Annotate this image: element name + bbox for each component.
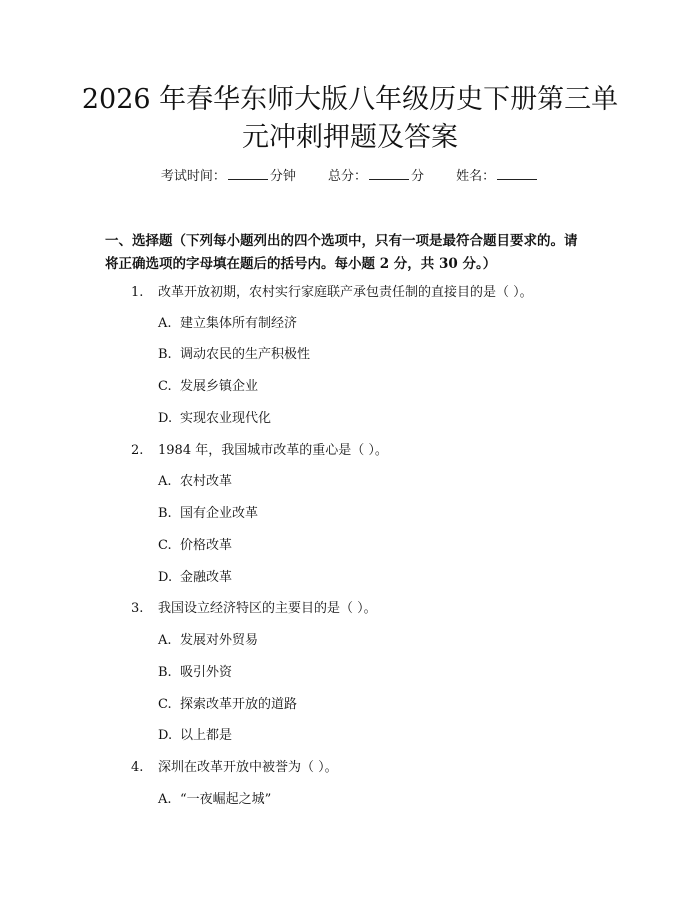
section-heading-line-1: 一、选择题（下列每小题列出的四个选项中，只有一项是最符合题目要求的。请	[105, 233, 578, 249]
option-letter: A.	[158, 792, 172, 807]
option-letter: B.	[158, 506, 172, 521]
question-3-option-c	[158, 695, 297, 715]
question-number: 4.	[131, 760, 144, 775]
question-4	[131, 758, 338, 778]
option-letter: B.	[158, 665, 172, 680]
option-letter: C.	[158, 538, 172, 553]
option-text: 国有企业改革	[180, 506, 259, 521]
option-text: 实现农业现代化	[180, 411, 272, 426]
total-score-unit: 分	[411, 169, 425, 184]
question-3-option-b	[158, 663, 232, 683]
option-text: 调动农民的生产积极性	[180, 347, 311, 362]
question-text: 1984 年，我国城市改革的重心是（ ）。	[158, 443, 388, 458]
option-letter: C.	[158, 379, 172, 394]
total-score-blank	[369, 167, 409, 180]
option-letter: A.	[158, 316, 172, 331]
exam-time-label: 考试时间：	[160, 169, 226, 184]
section-heading-line-2: 将正确选项的字母填在题后的括号内。每小题 2 分，共 30 分。）	[105, 256, 497, 272]
option-letter: B.	[158, 347, 172, 362]
question-3-option-a	[158, 631, 258, 651]
page-title-line-2: 元冲刺押题及答案	[242, 122, 458, 153]
option-letter: D.	[158, 411, 173, 426]
question-1-option-d	[158, 409, 271, 429]
option-letter: D.	[158, 570, 173, 585]
option-text: 吸引外资	[180, 665, 233, 680]
question-1-option-b	[158, 345, 310, 365]
exam-meta	[0, 167, 700, 187]
option-text: 价格改革	[180, 538, 233, 553]
question-2	[131, 441, 388, 461]
total-score-field	[328, 167, 424, 187]
question-3	[131, 599, 377, 619]
question-1	[131, 283, 533, 303]
question-2-option-c	[158, 536, 232, 556]
option-letter: C.	[158, 697, 172, 712]
question-text: 深圳在改革开放中被誉为（ ）。	[158, 760, 338, 775]
option-text: 农村改革	[180, 474, 233, 489]
question-number: 2.	[131, 443, 144, 458]
option-letter: D.	[158, 728, 173, 743]
question-2-option-b	[158, 504, 258, 524]
option-text: 建立集体所有制经济	[180, 316, 298, 331]
option-text: 探索改革开放的道路	[180, 697, 298, 712]
question-text: 我国设立经济特区的主要目的是（ ）。	[158, 601, 377, 616]
page-title-line-1: 2026 年春华东师大版八年级历史下册第三单	[81, 84, 619, 115]
student-name-blank	[497, 167, 537, 180]
question-2-option-d	[158, 568, 232, 588]
question-3-option-d	[158, 726, 232, 746]
exam-time-field	[161, 167, 296, 187]
question-text: 改革开放初期，农村实行家庭联产承包责任制的直接目的是（ ）。	[158, 285, 533, 300]
option-text: “一夜崛起之城”	[180, 792, 272, 807]
total-score-label: 总分：	[327, 169, 367, 184]
exam-time-blank	[228, 167, 268, 180]
question-2-option-a	[158, 472, 232, 492]
question-1-option-c	[158, 377, 258, 397]
option-text: 金融改革	[180, 570, 233, 585]
option-text: 以上都是	[180, 728, 233, 743]
option-text: 发展乡镇企业	[180, 379, 259, 394]
question-number: 3.	[131, 601, 144, 616]
student-name-field	[456, 167, 539, 187]
question-4-option-a	[158, 790, 271, 810]
student-name-label: 姓名：	[456, 169, 496, 184]
option-letter: A.	[158, 474, 172, 489]
option-text: 发展对外贸易	[180, 633, 259, 648]
exam-time-unit: 分钟	[269, 169, 296, 184]
option-letter: A.	[158, 633, 172, 648]
question-1-option-a	[158, 314, 297, 334]
question-number: 1.	[131, 285, 144, 300]
